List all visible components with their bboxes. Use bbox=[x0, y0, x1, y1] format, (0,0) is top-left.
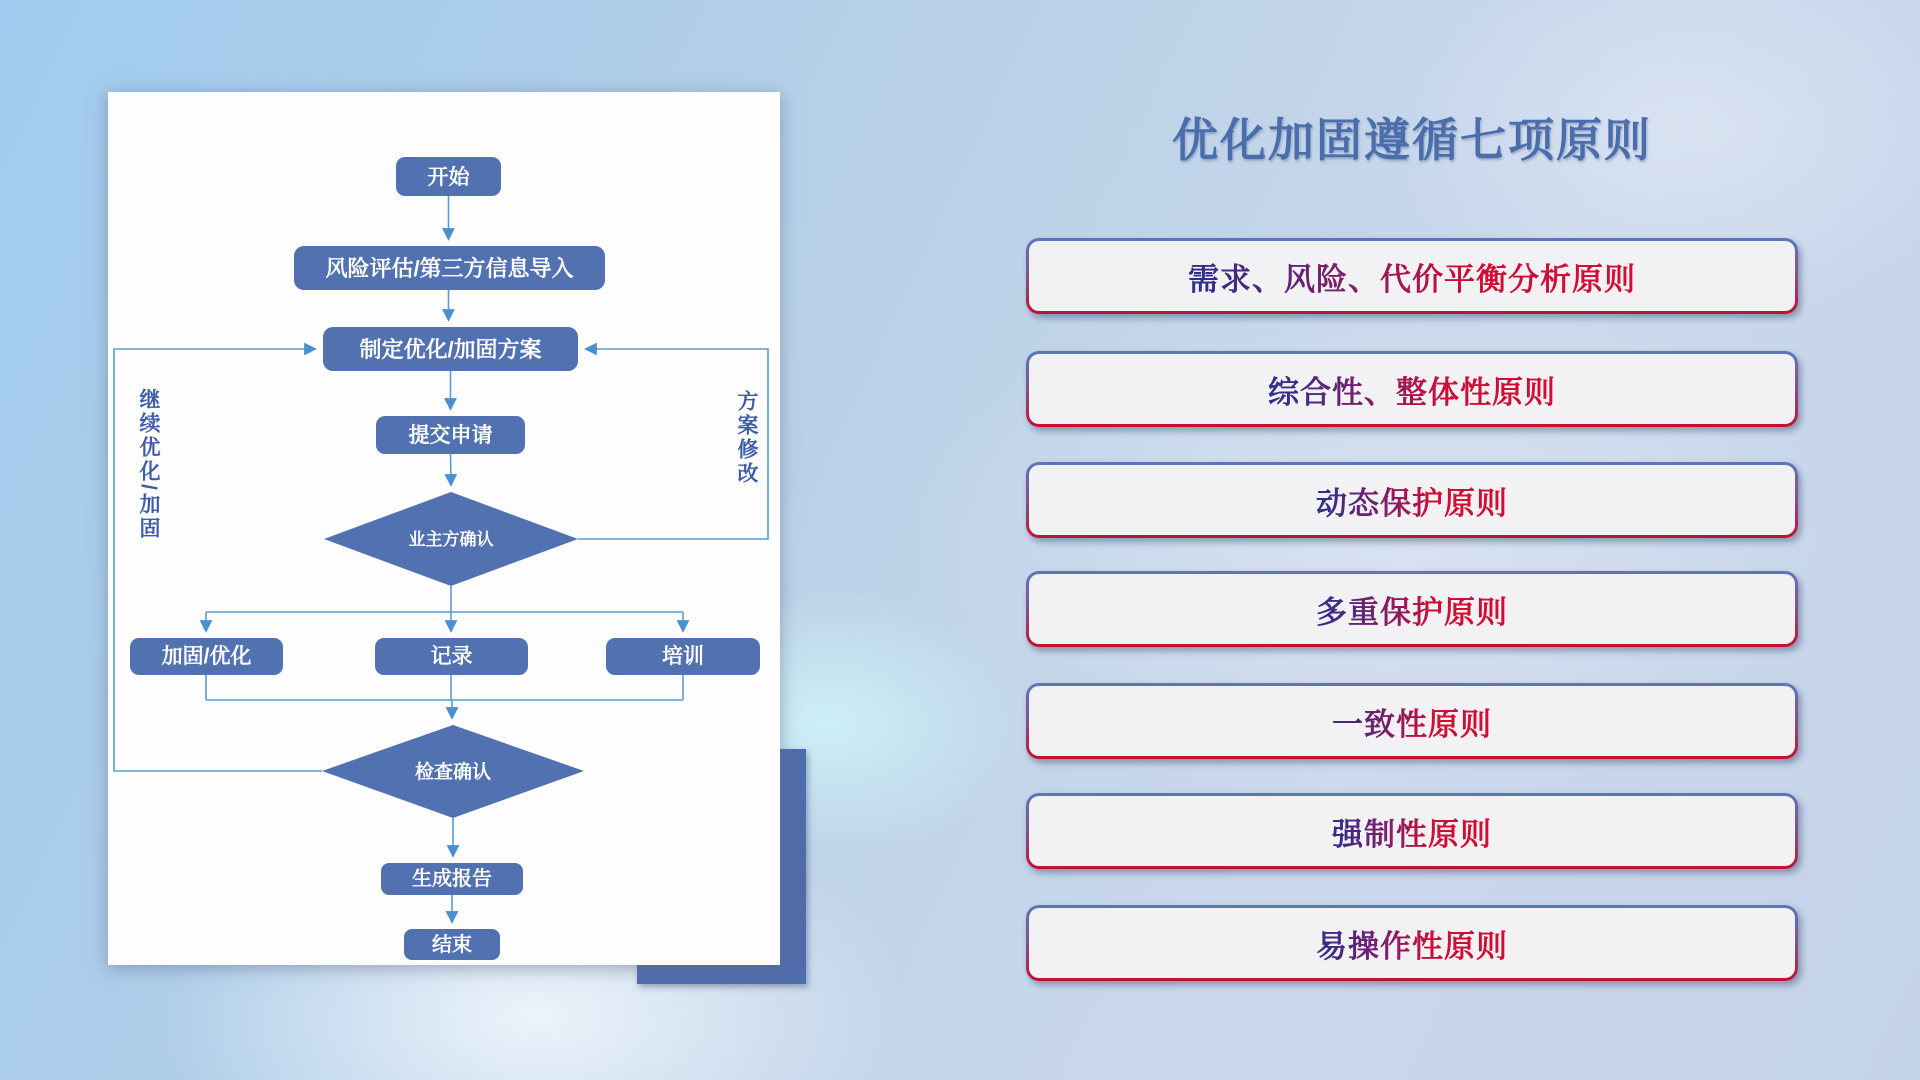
flow-node-make-plan bbox=[323, 327, 578, 371]
principle-item bbox=[1026, 905, 1798, 981]
flow-node-generate-report-label: 生成报告 bbox=[412, 868, 492, 890]
principle-item bbox=[1026, 351, 1798, 427]
flow-node-end bbox=[404, 929, 500, 960]
flow-node-end-label: 结束 bbox=[432, 934, 472, 956]
principle-item-label: 易操作性原则 bbox=[1316, 921, 1508, 966]
flow-node-check-confirm bbox=[322, 725, 584, 818]
flow-node-start-label: 开始 bbox=[427, 166, 470, 189]
flow-node-make-plan-label: 制定优化/加固方案 bbox=[359, 337, 542, 362]
principle-item bbox=[1026, 571, 1798, 647]
flow-node-training-label: 培训 bbox=[662, 645, 704, 668]
principle-item-box bbox=[1029, 354, 1795, 424]
principle-item bbox=[1026, 238, 1798, 314]
principle-item bbox=[1026, 793, 1798, 869]
principle-item-box bbox=[1029, 574, 1795, 644]
flow-node-training bbox=[606, 638, 760, 675]
principle-item-box bbox=[1029, 908, 1795, 978]
principle-item-label: 强制性原则 bbox=[1332, 809, 1492, 854]
flow-node-submit-request-label: 提交申请 bbox=[408, 424, 493, 447]
label-plan-revision: 方案修改 bbox=[735, 390, 758, 486]
flow-node-start bbox=[396, 157, 501, 196]
principle-item-label: 多重保护原则 bbox=[1316, 587, 1508, 632]
label-continue-optimization: 继续优化/加固 bbox=[137, 388, 160, 541]
principle-item-box bbox=[1029, 241, 1795, 311]
flow-node-harden-optimize-label: 加固/优化 bbox=[161, 645, 252, 668]
flow-node-harden-optimize bbox=[130, 638, 283, 675]
principle-item-label: 需求、风险、代价平衡分析原则 bbox=[1188, 254, 1636, 299]
principle-item-box bbox=[1029, 796, 1795, 866]
principle-item-label: 综合性、整体性原则 bbox=[1268, 367, 1556, 412]
flow-node-owner-confirm bbox=[324, 492, 578, 586]
flow-node-record-label: 记录 bbox=[430, 645, 473, 668]
flow-node-record bbox=[375, 638, 528, 675]
flow-node-risk-import-label: 风险评估/第三方信息导入 bbox=[325, 256, 574, 281]
principle-item-box bbox=[1029, 465, 1795, 535]
principle-item bbox=[1026, 462, 1798, 538]
flowchart-card bbox=[108, 92, 780, 965]
flow-node-generate-report bbox=[381, 863, 523, 895]
flow-node-owner-confirm-label: 业主方确认 bbox=[408, 530, 494, 549]
flow-node-submit-request bbox=[376, 416, 525, 454]
page-title: 优化加固遵循七项原则 bbox=[1172, 114, 1652, 166]
flowchart-diagram bbox=[108, 92, 780, 965]
principle-item bbox=[1026, 683, 1798, 759]
flow-node-check-confirm-label: 检查确认 bbox=[414, 762, 492, 783]
principle-item-label: 一致性原则 bbox=[1332, 699, 1492, 744]
principle-item-box bbox=[1029, 686, 1795, 756]
principle-item-label: 动态保护原则 bbox=[1316, 478, 1508, 523]
flow-node-risk-import bbox=[294, 246, 605, 290]
